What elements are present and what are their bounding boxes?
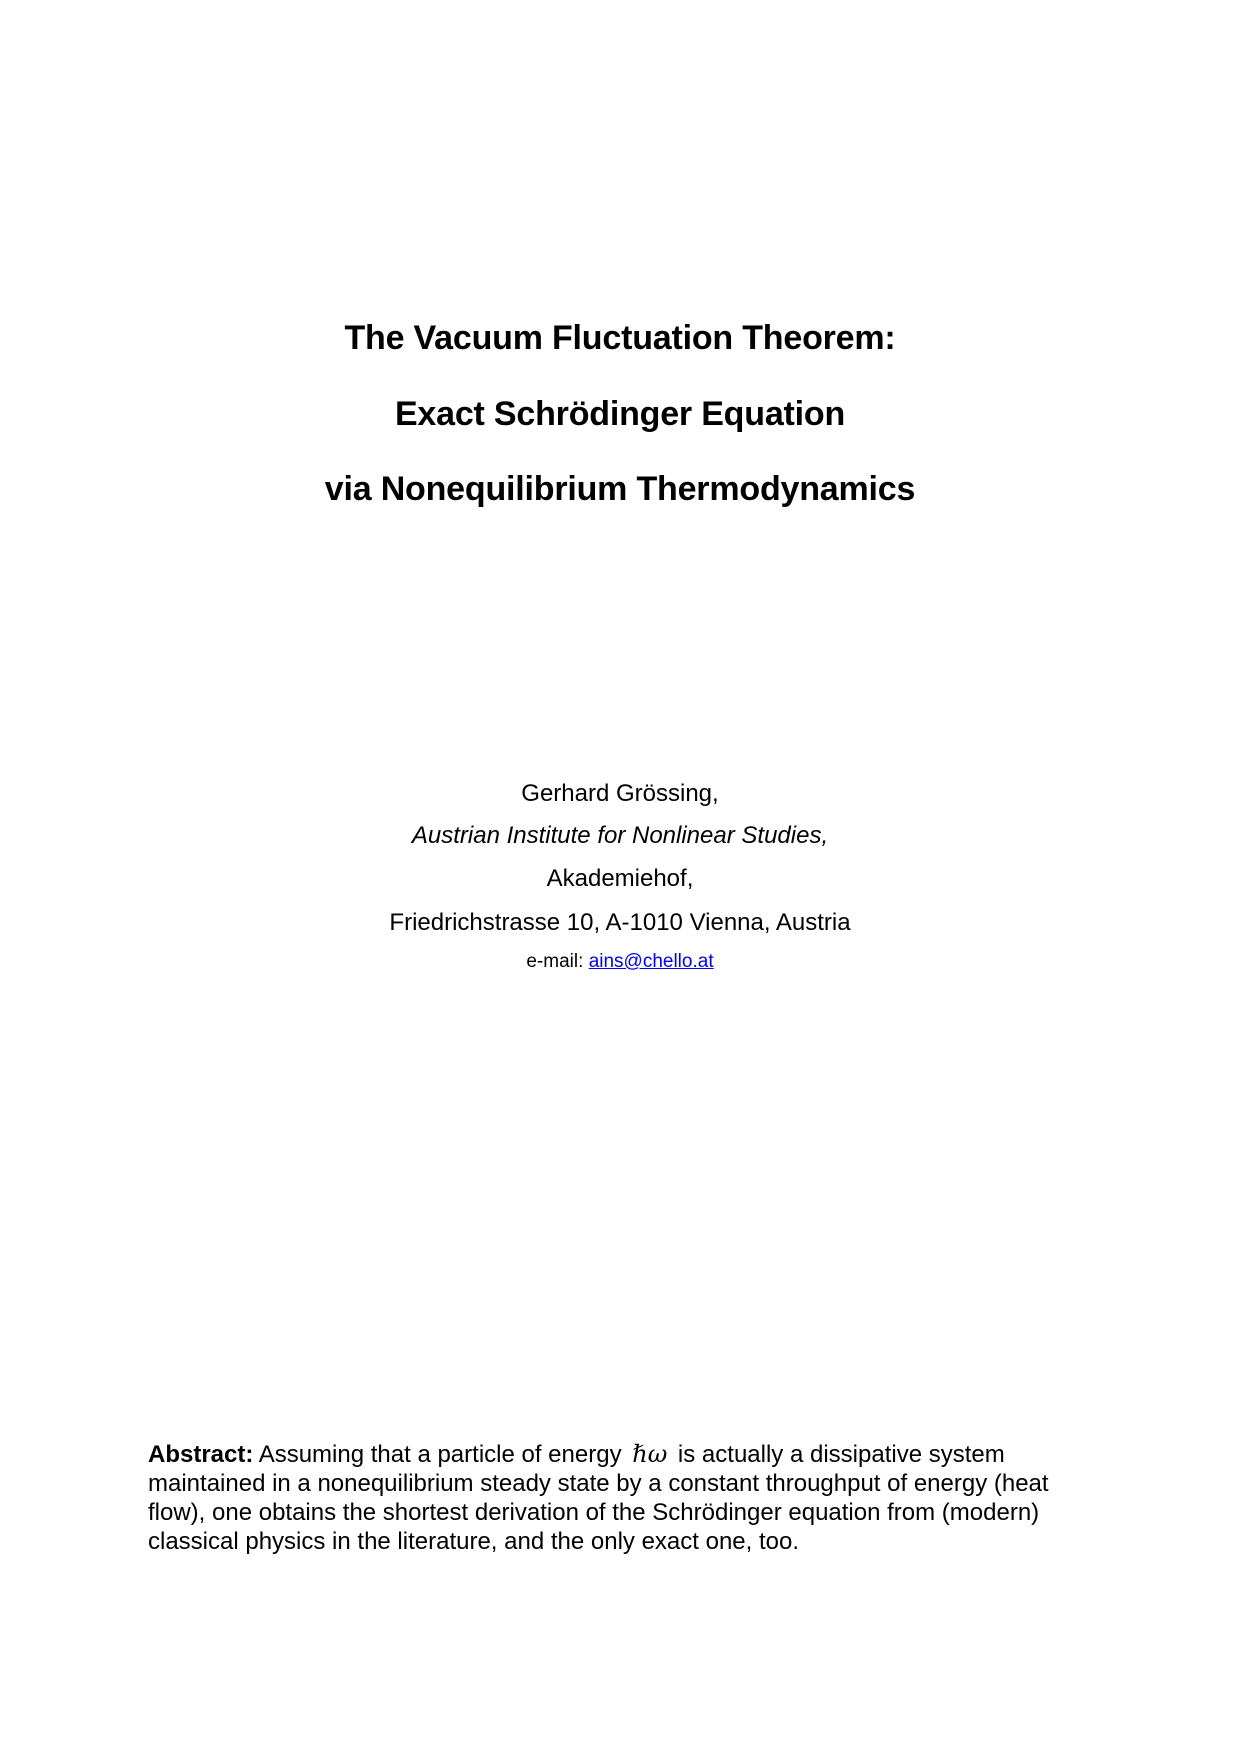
math-hbar-omega: ℏω xyxy=(632,1440,668,1468)
author-institute: Austrian Institute for Nonlinear Studies, xyxy=(411,822,829,849)
author-address: Friedrichstrasse 10, A-1010 Vienna, Austria xyxy=(389,909,851,936)
title-line-1: The Vacuum Fluctuation Theorem: xyxy=(344,319,896,357)
email-label: e-mail: xyxy=(526,951,589,972)
email-link[interactable]: ains@chello.at xyxy=(588,951,714,972)
author-email-line xyxy=(0,950,1240,974)
title-line-3: via Nonequilibrium Thermodynamics xyxy=(324,470,916,508)
abstract xyxy=(148,1440,1096,1556)
abstract-text-part-1: Assuming that a particle of energy xyxy=(253,1441,629,1468)
title-line-2: Exact Schrödinger Equation xyxy=(394,395,846,433)
author-name: Gerhard Grössing, xyxy=(521,780,719,807)
abstract-label: Abstract: xyxy=(148,1441,254,1468)
author-building: Akademiehof, xyxy=(546,865,694,892)
abstract-text-part-2: is actually a dissipative system maintained in a nonequilibrium steady state by a constant throughput of energy (heat flow), one obtains the shortest derivation of the Schrödinger equation from (modern) classical physics in the literature, and the only exact one, too. xyxy=(148,1441,1049,1555)
